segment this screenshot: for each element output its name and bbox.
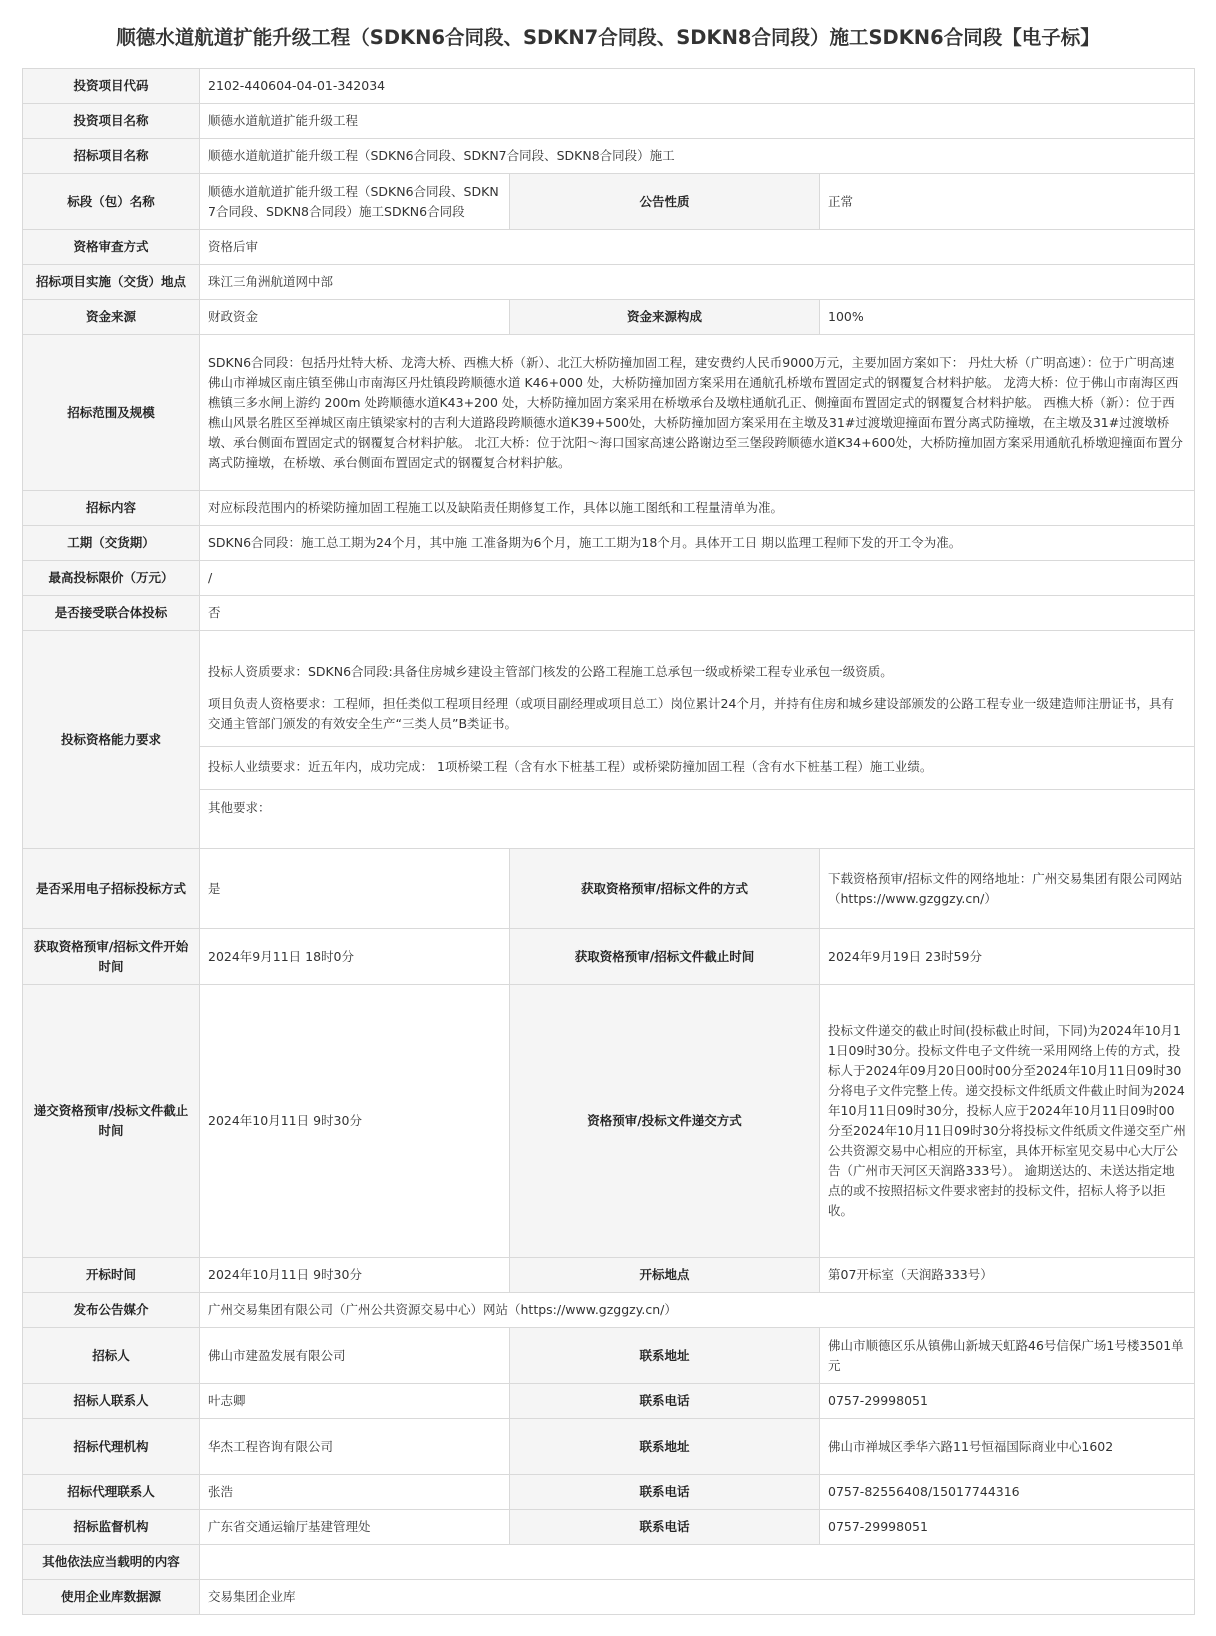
project-name-value: 顺德水道航道扩能升级工程 bbox=[200, 104, 1195, 139]
doc-end-value: 2024年9月19日 23时59分 bbox=[820, 929, 1195, 985]
opening-place-label: 开标地点 bbox=[510, 1258, 820, 1293]
section-name-value: 顺德水道航道扩能升级工程（SDKN6合同段、SDKN7合同段、SDKN8合同段）施工SDKN6合同段 bbox=[200, 174, 510, 230]
electronic-value: 是 bbox=[200, 849, 510, 929]
row-submit bbox=[23, 985, 1195, 1258]
supervisor-phone-value: 0757-29998051 bbox=[820, 1510, 1195, 1545]
funding-value: 财政资金 bbox=[200, 300, 510, 335]
row-requirements bbox=[23, 631, 1195, 849]
supervisor-phone-label: 联系电话 bbox=[510, 1510, 820, 1545]
qualification-review-label: 资格审查方式 bbox=[23, 230, 200, 265]
doc-method-value: 下载资格预审/招标文件的网络地址：广州交易集团有限公司网站（https://www.gzggzy.cn/） bbox=[820, 849, 1195, 929]
funding-label: 资金来源 bbox=[23, 300, 200, 335]
duration-value: SDKN6合同段：施工总工期为24个月，其中施 工准备期为6个月，施工工期为18个月。具体开工日 期以监理工程师下发的开工令为准。 bbox=[200, 526, 1195, 561]
media-value: 广州交易集团有限公司（广州公共资源交易中心）网站（https://www.gzggzy.cn/） bbox=[200, 1293, 1195, 1328]
agency-phone-value: 0757-82556408/15017744316 bbox=[820, 1475, 1195, 1510]
electronic-label: 是否采用电子招标投标方式 bbox=[23, 849, 200, 929]
submit-method-value: 投标文件递交的截止时间(投标截止时间，下同)为2024年10月11日09时30分。投标文件电子文件统一采用网络上传的方式，投标人于2024年09月20日00时00分至2024年10月11日09时30分将电子文件完整上传。递交投标文件纸质文件截止时间为2024年10月11日09时30分，投标人应于2024年10月11日09时00分至2024年10月11日09时30分将投标文件纸质文件递交至广州公共资源交易中心相应的开标室，具体开标室见交易中心大厅公告（广州市天河区天润路333号）。 逾期送达的、未送达指定地点的或不按照招标文件要求密封的投标文件，招标人将予以拒收。 bbox=[820, 985, 1195, 1258]
supervisor-label: 招标监督机构 bbox=[23, 1510, 200, 1545]
tender-project-name-value: 顺德水道航道扩能升级工程（SDKN6合同段、SDKN7合同段、SDKN8合同段）施工 bbox=[200, 139, 1195, 174]
notice-type-value: 正常 bbox=[820, 174, 1195, 230]
row-tenderer-contact bbox=[23, 1384, 1195, 1419]
tenderer-contact-label: 招标人联系人 bbox=[23, 1384, 200, 1419]
requirements-divider-2 bbox=[200, 789, 1194, 790]
row-media bbox=[23, 1293, 1195, 1328]
consortium-value: 否 bbox=[200, 596, 1195, 631]
data-source-value: 交易集团企业库 bbox=[200, 1580, 1195, 1615]
other-content-value bbox=[200, 1545, 1195, 1580]
row-max-price bbox=[23, 561, 1195, 596]
row-tender-project-name bbox=[23, 139, 1195, 174]
funding-composition-label: 资金来源构成 bbox=[510, 300, 820, 335]
agency-address-value: 佛山市禅城区季华六路11号恒福国际商业中心1602 bbox=[820, 1419, 1195, 1475]
page-title: 顺德水道航道扩能升级工程（SDKN6合同段、SDKN7合同段、SDKN8合同段）施工SDKN6合同段【电子标】 bbox=[116, 26, 1100, 49]
requirements-label: 投标资格能力要求 bbox=[23, 631, 200, 849]
tenderer-contact-value: 叶志卿 bbox=[200, 1384, 510, 1419]
row-doc-time bbox=[23, 929, 1195, 985]
other-content-label: 其他依法应当载明的内容 bbox=[23, 1545, 200, 1580]
row-project-name bbox=[23, 104, 1195, 139]
qualification-review-value: 资格后审 bbox=[200, 230, 1195, 265]
notice-type-label: 公告性质 bbox=[510, 174, 820, 230]
scope-value: SDKN6合同段：包括丹灶特大桥、龙湾大桥、西樵大桥（新）、北江大桥防撞加固工程，建安费约人民币9000万元，主要加固方案如下： 丹灶大桥（广明高速）：位于广明高速佛山市禅城区南庄镇至佛山市南海区丹灶镇段跨顺德水道 K46+000 处，大桥防撞加固方案采用在通航孔桥墩布置固定式的钢覆复合材料护舷。 龙湾大桥：位于佛山市南海区西樵镇三多水闸上游约 200m 处跨顺德水道K43+200 处，大桥防撞加固方案采用在桥墩承台及墩柱通航孔正、侧撞面布置固定式的钢覆复合材料护舷。 西樵大桥（新）：位于西樵山风景名胜区至禅城区南庄镇梁家村的吉利大道路段跨顺德水道K39+500处，大桥防撞加固方案采用在主墩及31#过渡墩迎撞面布置分离式防撞墩，在主墩及31#过渡墩桥墩、承台侧面布置固定式的钢覆复合材料护舷。 北江大桥：位于沈阳～海口国家高速公路谢边至三堡段跨顺德水道K34+600处，大桥防撞加固方案采用通航孔桥墩迎撞面布置分离式防撞墩，在桥墩、承台侧面布置固定式的钢覆复合材料护舷。 bbox=[200, 335, 1195, 491]
row-tenderer bbox=[23, 1328, 1195, 1384]
max-price-label: 最高投标限价（万元） bbox=[23, 561, 200, 596]
location-value: 珠江三角洲航道网中部 bbox=[200, 265, 1195, 300]
tenderer-address-label: 联系地址 bbox=[510, 1328, 820, 1384]
row-supervisor bbox=[23, 1510, 1195, 1545]
funding-composition-value: 100% bbox=[820, 300, 1195, 335]
manager-qualification-text: 项目负责人资格要求：工程师，担任类似工程项目经理（或项目副经理或项目总工）岗位累计24个月，并持有住房和城乡建设部颁发的公路工程专业一级建造师注册证书，具有交通主管部门颁发的有效安全生产“三类人员”B类证书。 bbox=[208, 695, 1174, 731]
submit-deadline-label: 递交资格预审/投标文件截止时间 bbox=[23, 985, 200, 1258]
row-agency-contact bbox=[23, 1475, 1195, 1510]
opening-time-value: 2024年10月11日 9时30分 bbox=[200, 1258, 510, 1293]
row-section-name bbox=[23, 174, 1195, 230]
row-qualification-review bbox=[23, 230, 1195, 265]
submit-method-label: 资格预审/投标文件递交方式 bbox=[510, 985, 820, 1258]
agency-address-label: 联系地址 bbox=[510, 1419, 820, 1475]
media-label: 发布公告媒介 bbox=[23, 1293, 200, 1328]
doc-method-label: 获取资格预审/招标文件的方式 bbox=[510, 849, 820, 929]
agency-contact-value: 张浩 bbox=[200, 1475, 510, 1510]
opening-place-value: 第07开标室（天润路333号） bbox=[820, 1258, 1195, 1293]
tenderer-phone-value: 0757-29998051 bbox=[820, 1384, 1195, 1419]
agency-value: 华杰工程咨询有限公司 bbox=[200, 1419, 510, 1475]
doc-end-label: 获取资格预审/招标文件截止时间 bbox=[510, 929, 820, 985]
row-other-content bbox=[23, 1545, 1195, 1580]
row-consortium bbox=[23, 596, 1195, 631]
content-value: 对应标段范围内的桥梁防撞加固工程施工以及缺陷责任期修复工作，具体以施工图纸和工程量清单为准。 bbox=[200, 491, 1195, 526]
duration-label: 工期（交货期） bbox=[23, 526, 200, 561]
row-opening bbox=[23, 1258, 1195, 1293]
submit-deadline-value: 2024年10月11日 9时30分 bbox=[200, 985, 510, 1258]
tenderer-value: 佛山市建盈发展有限公司 bbox=[200, 1328, 510, 1384]
row-content bbox=[23, 491, 1195, 526]
project-name-label: 投资项目名称 bbox=[23, 104, 200, 139]
tenderer-phone-label: 联系电话 bbox=[510, 1384, 820, 1419]
other-requirements-text: 其他要求： bbox=[208, 799, 271, 815]
row-electronic bbox=[23, 849, 1195, 929]
tenderer-label: 招标人 bbox=[23, 1328, 200, 1384]
scope-label: 招标范围及规模 bbox=[23, 335, 200, 491]
row-scope bbox=[23, 335, 1195, 491]
tender-project-name-label: 招标项目名称 bbox=[23, 139, 200, 174]
doc-start-label: 获取资格预审/招标文件开始时间 bbox=[23, 929, 200, 985]
tender-info-table bbox=[22, 68, 1195, 1615]
content-label: 招标内容 bbox=[23, 491, 200, 526]
supervisor-value: 广东省交通运输厅基建管理处 bbox=[200, 1510, 510, 1545]
row-agency bbox=[23, 1419, 1195, 1475]
opening-time-label: 开标时间 bbox=[23, 1258, 200, 1293]
performance-text: 投标人业绩要求：近五年内，成功完成： 1项桥梁工程（含有水下桩基工程）或桥梁防撞加固工程（含有水下桩基工程）施工业绩。 bbox=[208, 758, 933, 774]
requirements-value bbox=[200, 631, 1195, 849]
agency-label: 招标代理机构 bbox=[23, 1419, 200, 1475]
bidder-qualification-text: 投标人资质要求：SDKN6合同段:具备住房城乡建设主管部门核发的公路工程施工总承包一级或桥梁工程专业承包一级资质。 bbox=[208, 663, 893, 679]
project-code-value: 2102-440604-04-01-342034 bbox=[200, 69, 1195, 104]
row-location bbox=[23, 265, 1195, 300]
doc-start-value: 2024年9月11日 18时0分 bbox=[200, 929, 510, 985]
row-duration bbox=[23, 526, 1195, 561]
location-label: 招标项目实施（交货）地点 bbox=[23, 265, 200, 300]
section-name-label: 标段（包）名称 bbox=[23, 174, 200, 230]
row-funding bbox=[23, 300, 1195, 335]
agency-phone-label: 联系电话 bbox=[510, 1475, 820, 1510]
max-price-value: / bbox=[200, 561, 1195, 596]
agency-contact-label: 招标代理联系人 bbox=[23, 1475, 200, 1510]
consortium-label: 是否接受联合体投标 bbox=[23, 596, 200, 631]
data-source-label: 使用企业库数据源 bbox=[23, 1580, 200, 1615]
requirements-divider bbox=[200, 746, 1194, 747]
tenderer-address-value: 佛山市顺德区乐从镇佛山新城天虹路46号信保广场1号楼3501单元 bbox=[820, 1328, 1195, 1384]
project-code-label: 投资项目代码 bbox=[23, 69, 200, 104]
row-project-code bbox=[23, 69, 1195, 104]
row-data-source bbox=[23, 1580, 1195, 1615]
